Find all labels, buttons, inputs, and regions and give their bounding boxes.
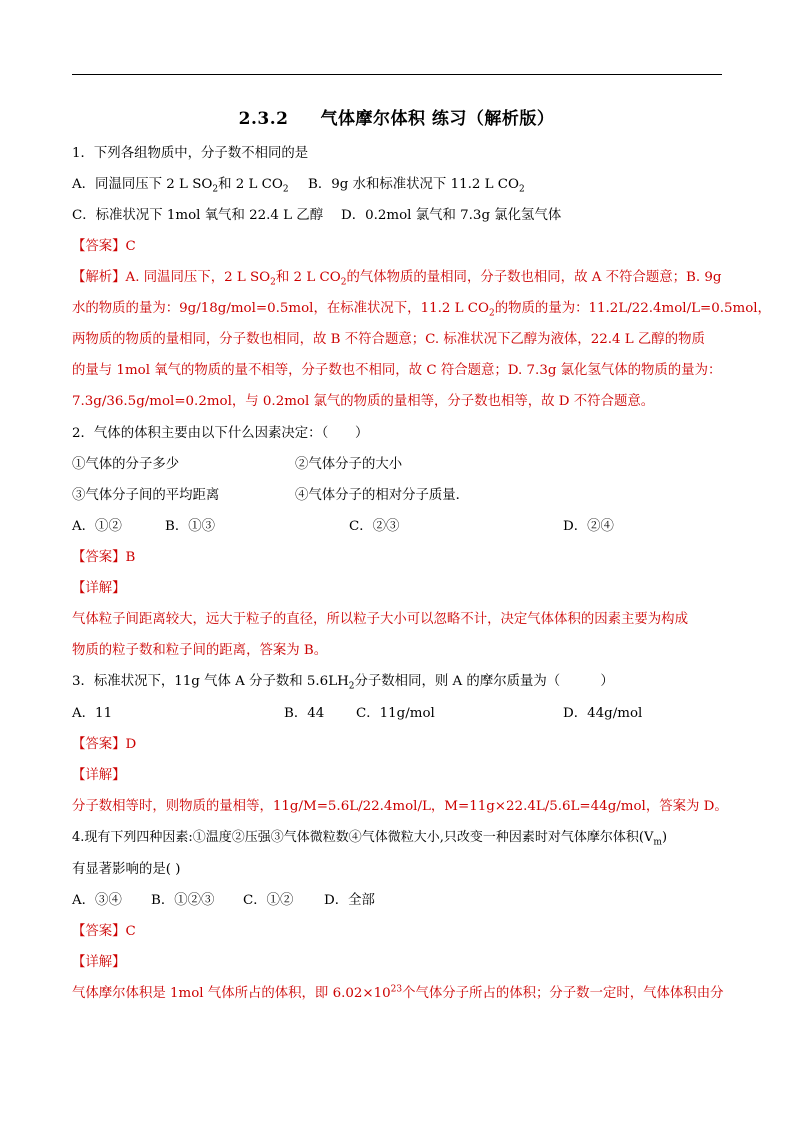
q1-answer: 【答案】C [72, 239, 136, 254]
q4-stem-line-2: 有显著影响的是( ) [72, 862, 181, 877]
q2-answer: 【答案】B [72, 550, 136, 565]
q2-item-2: ②气体分子的大小 [295, 457, 403, 472]
q2-option-a: A．①② [72, 519, 122, 534]
page-title [0, 104, 793, 129]
q4-explain: 气体摩尔体积是 1mol 气体所占的体积，即 $6.02\times 10^{23}$个气体分子所占的体积；分子数一定时，气体体积由分 [72, 984, 724, 1001]
q2-item-4: ④气体分子的相对分子质量． [295, 488, 470, 503]
q4-option-c: C．①② [243, 893, 294, 908]
q1-stem: 1．下列各组物质中，分子数不相同的是 [72, 146, 309, 161]
q2-option-b: B．①③ [165, 519, 216, 534]
q2-detail-heading: 【详解】 [72, 581, 126, 596]
q1-option-b: B．9g 水和标准状况下 11.2 L $CO_2$ [308, 177, 525, 195]
q3-option-a: A．11 [72, 706, 113, 721]
title-text: 气体摩尔体积 练习（解析版） [320, 109, 555, 129]
q2-stem: 2．气体的体积主要由以下什么因素决定：（ ） [72, 426, 369, 441]
q2-item-1: ①气体的分子多少 [72, 457, 180, 472]
q3-stem: 3．标准状况下，11g 气体 A 分子数和 $5.6LH_2$分子数相同，则 A 的摩尔质量为（ ） [72, 674, 614, 692]
q1-options-ab [72, 177, 525, 195]
q3-answer: 【答案】D [72, 737, 137, 752]
q3-option-b: B．44 [284, 706, 325, 721]
q1-analysis-line-2: 水的物质的量为：9g/18g/mol=0.5mol，在标准状况下，11.2 L $CO_2$的物质的量为：11.2L/22.4mol/L=0.5mol， [72, 301, 771, 319]
q3-option-d: D．44g/mol [563, 706, 643, 721]
q1-options-cd [72, 208, 562, 224]
q4-options [72, 893, 375, 909]
q2-options [72, 519, 614, 535]
header-rule [72, 74, 722, 75]
q3-explain: 分子数相等时，则物质的量相等，11g/M=5.6L/22.4mol/L，M=11g×22.4L/5.6L=44g/mol，答案为 D。 [72, 799, 728, 814]
q4-option-b: B．①②③ [151, 893, 215, 908]
q2-item-3: ③气体分子间的平均距离 [72, 488, 220, 503]
q1-analysis-line-4: 的量与 1mol 氧气的物质的量不相等，分子数也不相同，故 C 符合题意；D. 7.3g 氯化氢气体的物质的量为： [72, 363, 722, 378]
q4-answer: 【答案】C [72, 924, 136, 939]
q1-option-a: A．同温同压下 2 L $SO_2$和 2 L $CO_2$ [72, 177, 289, 195]
q2-option-d: D．②④ [563, 519, 614, 534]
q1-analysis-line-1: 【解析】A. 同温同压下，2 L $SO_2$和 2 L $CO_2$的气体物质的量相同，分子数也相同，故 A 不符合题意；B. 9g [72, 270, 722, 288]
q4-option-d: D．全部 [324, 893, 375, 908]
q4-stem-line-1: 4.现有下列四种因素:①温度②压强③气体微粒数④气体微粒大小,只改变一种因素时对气体摩尔体积$(V_m)$ [72, 830, 668, 848]
q2-items-row-1 [72, 457, 403, 473]
q3-option-c: C．11g/mol [356, 706, 435, 721]
q1-analysis-line-5: 7.3g/36.5g/mol=0.2mol，与 0.2mol 氯气的物质的量相等，分子数也相等，故 D 不符合题意。 [72, 394, 655, 409]
section-number: 2.3.2 [238, 109, 289, 129]
q1-analysis-line-3: 两物质的物质的量相同，分子数也相同，故 B 不符合题意；C. 标准状况下乙醇为液体，22.4 L 乙醇的物质 [72, 332, 705, 347]
q3-options [72, 706, 643, 722]
q3-detail-heading: 【详解】 [72, 768, 126, 783]
q4-detail-heading: 【详解】 [72, 955, 126, 970]
q2-explain-line-2: 物质的粒子数和粒子间的距离，答案为 B。 [72, 643, 328, 658]
q1-option-d: D．0.2mol 氯气和 7.3g 氯化氢气体 [341, 208, 562, 223]
q2-explain-line-1: 气体粒子间距离较大，远大于粒子的直径，所以粒子大小可以忽略不计，决定气体体积的因素主要为构成 [72, 612, 688, 627]
q2-option-c: C．②③ [349, 519, 400, 534]
q2-items-row-2 [72, 488, 470, 504]
q4-option-a: A．③④ [72, 893, 122, 908]
q1-option-c: C．标准状况下 1mol 氧气和 22.4 L 乙醇 [72, 208, 324, 223]
